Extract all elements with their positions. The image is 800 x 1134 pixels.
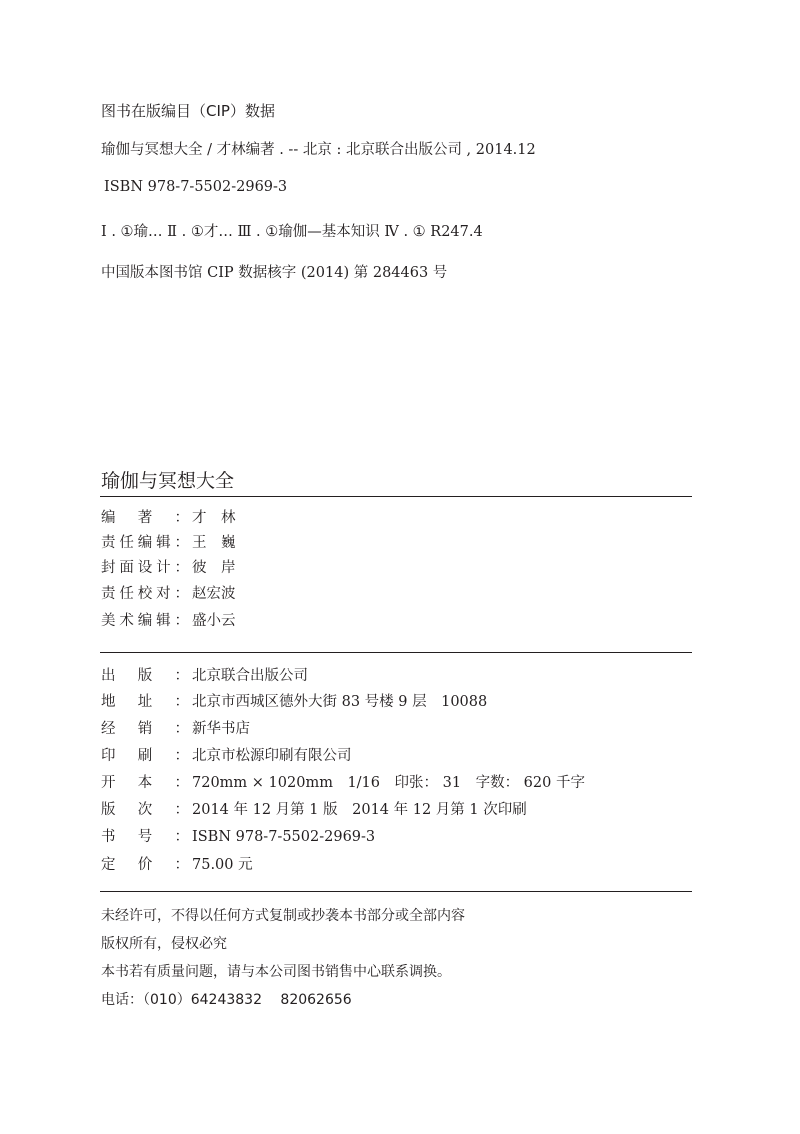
- pub-value: 北京市西城区德外大街 83 号楼 9 层 10088: [192, 694, 488, 710]
- credit-label: 责任编辑：: [101, 535, 189, 551]
- pub-row-printer: [101, 744, 352, 768]
- phone-line: 电话：（010）64243832 82062656: [101, 992, 352, 1008]
- pub-value: 720mm × 1020mm 1/16 印张： 31 字数： 620 千字: [192, 775, 585, 791]
- pub-label: 出版：: [101, 668, 189, 684]
- rights-reserved-notice: 版权所有，侵权必究: [101, 936, 227, 952]
- copyright-notice: 未经许可，不得以任何方式复制或抄袭本书部分或全部内容: [101, 908, 465, 924]
- pub-label: 地址：: [101, 694, 189, 710]
- quality-notice: 本书若有质量问题，请与本公司图书销售中心联系调换。: [101, 964, 451, 980]
- pub-label: 开本：: [101, 775, 189, 791]
- pub-label: 定价：: [101, 857, 189, 873]
- pub-row-publisher: [101, 664, 308, 688]
- divider: [100, 496, 692, 497]
- credit-row-art-editor: [101, 609, 236, 633]
- credit-value: 彼 岸: [192, 560, 236, 576]
- credit-value: 盛小云: [192, 613, 236, 629]
- pub-row-distributor: [101, 717, 250, 741]
- credit-label: 责任校对：: [101, 586, 189, 602]
- credit-value: 赵宏波: [192, 586, 236, 602]
- pub-label: 版次：: [101, 802, 189, 818]
- pub-value: 新华书店: [192, 721, 250, 737]
- cip-heading: 图书在版编目（CIP）数据: [101, 102, 275, 120]
- credit-value: 才 林: [192, 510, 236, 526]
- credit-row-proofreader: [101, 582, 236, 606]
- credit-label: 美术编辑：: [101, 613, 189, 629]
- pub-value: 2014 年 12 月第 1 版 2014 年 12 月第 1 次印刷: [192, 802, 527, 818]
- divider: [100, 891, 692, 892]
- pub-label: 经销：: [101, 721, 189, 737]
- pub-label: 印刷：: [101, 748, 189, 764]
- pub-value: ISBN 978-7-5502-2969-3: [192, 829, 376, 845]
- pub-value: 北京市松源印刷有限公司: [192, 748, 352, 764]
- pub-value: 北京联合出版公司: [192, 668, 308, 684]
- pub-value: 75.00 元: [192, 857, 253, 873]
- credit-row-editor: [101, 531, 236, 555]
- credit-row-author: [101, 506, 236, 530]
- pub-row-edition: [101, 798, 527, 822]
- divider: [100, 652, 692, 653]
- book-title: 瑜伽与冥想大全: [101, 470, 235, 492]
- cip-classification-line: Ⅰ . ①瑜… Ⅱ . ①才… Ⅲ . ①瑜伽—基本知识 Ⅳ . ① R247.4: [101, 224, 483, 240]
- credit-row-cover-design: [101, 556, 236, 580]
- pub-row-price: [101, 853, 253, 877]
- credit-label: 编著：: [101, 510, 189, 526]
- cip-isbn-line: ISBN 978-7-5502-2969-3: [104, 179, 288, 195]
- pub-row-isbn: [101, 825, 375, 849]
- pub-row-format: [101, 771, 585, 795]
- pub-row-address: [101, 690, 487, 714]
- cip-title-line: 瑜伽与冥想大全 / 才林编著 . -- 北京 : 北京联合出版公司 , 2014.12: [101, 142, 536, 158]
- pub-label: 书号：: [101, 829, 189, 845]
- credit-label: 封面设计：: [101, 560, 189, 576]
- credit-value: 王 巍: [192, 535, 236, 551]
- cip-record-number-line: 中国版本图书馆 CIP 数据核字 (2014) 第 284463 号: [101, 265, 448, 281]
